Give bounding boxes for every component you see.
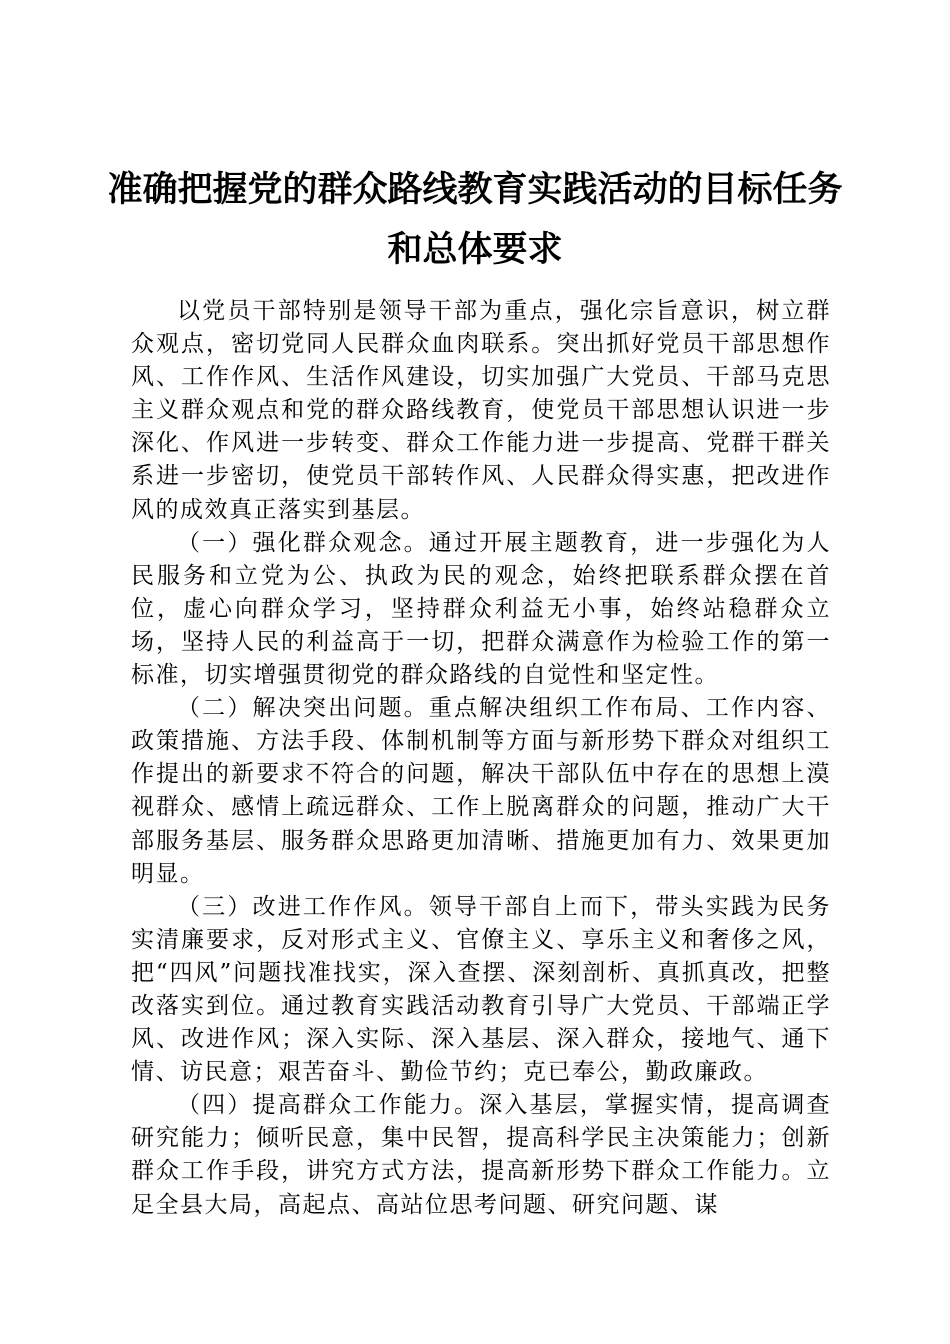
paragraph-section-2: （二）解决突出问题。重点解决组织工作布局、工作内容、政策措施、方法手段、体制机制等方面与新形势下群众对组织工作提出的新要求不符合的问题，解决干部队伍中存在的思想上漠视群众、感情上疏远群众、工作上脱离群众的问题，推动广大干部服务基层、服务群众思路更加清晰、措施更加有力、效果更加明显。	[131, 695, 831, 887]
paragraph-section-3: （三）改进工作作风。领导干部自上而下，带头实践为民务实清廉要求，反对形式主义、官僚主义、享乐主义和奢侈之风，把“四风”问题找准找实，深入查摆、深刻剖析、真抓真改，把整改落实到位。通过教育实践活动教育引导广大党员、干部端正学风、改进作风；深入实际、深入基层、深入群众，接地气、通下情、访民意；艰苦奋斗、勤俭节约；克已奉公，勤政廉政。	[131, 893, 831, 1086]
document-body	[131, 295, 831, 1222]
paragraph-section-4: （四）提高群众工作能力。深入基层，掌握实情，提高调查研究能力；倾听民意，集中民智，提高科学民主决策能力；创新群众工作手段，讲究方式方法，提高新形势下群众工作能力。立足全县大局，高起点、高站位思考问题、研究问题、谋	[131, 1092, 831, 1218]
document-title: 准确把握党的群众路线教育实践活动的目标任务和总体要求	[107, 169, 843, 270]
paragraph-intro: 以党员干部特别是领导干部为重点，强化宗旨意识，树立群众观点，密切党同人民群众血肉联系。突出抓好党员干部思想作风、工作作风、生活作风建设，切实加强广大党员、干部马克思主义群众观点和党的群众路线教育，使党员干部思想认识进一步深化、作风进一步转变、群众工作能力进一步提高、党群干群关系进一步密切，使党员干部转作风、人民群众得实惠，把改进作风的成效真正落实到基层。	[131, 298, 831, 523]
paragraph-section-1: （一）强化群众观念。通过开展主题教育，进一步强化为人民服务和立党为公、执政为民的观念，始终把联系群众摆在首位，虚心向群众学习，坚持群众利益无小事，始终站稳群众立场，坚持人民的利益高于一切，把群众满意作为检验工作的第一标准，切实增强贯彻党的群众路线的自觉性和坚定性。	[131, 529, 831, 689]
